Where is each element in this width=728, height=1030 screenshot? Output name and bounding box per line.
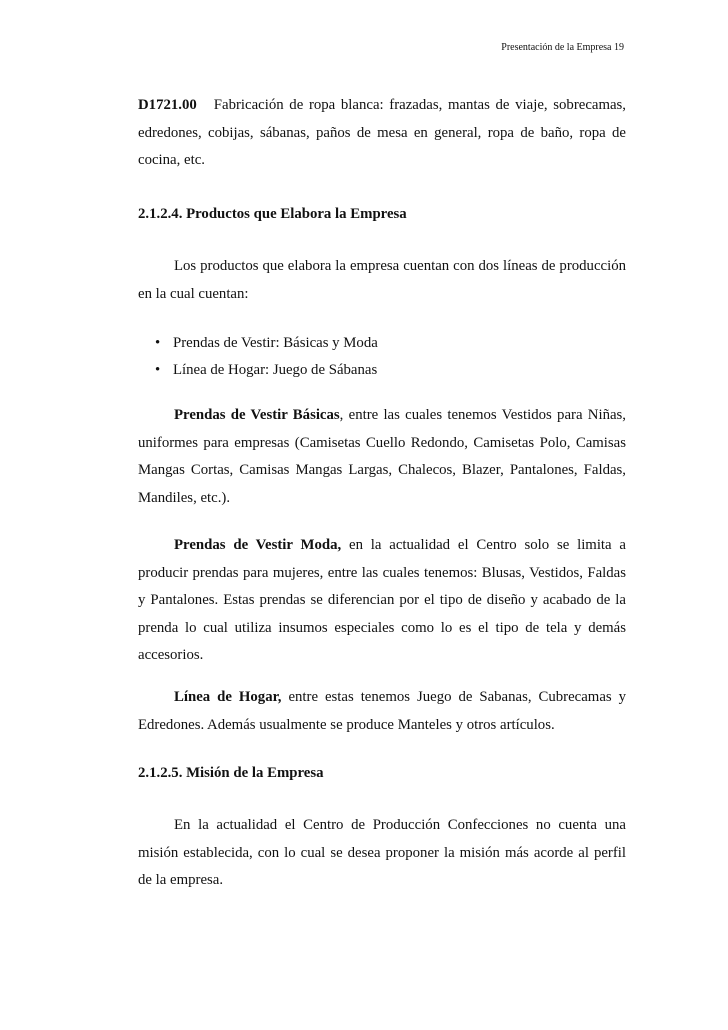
section-heading-mission: 2.1.2.5. Misión de la Empresa [138,765,324,781]
mission-paragraph: En la actualidad el Centro de Producción Confecciones no cuenta una misión establecida, con lo cual se desea proponer la misión más acorde al perfil de la empresa. [138,817,626,888]
running-header: Presentación de la Empresa 19 [501,42,624,53]
home-line-lead: Línea de Hogar, [174,689,282,705]
basic-garments-paragraph: Prendas de Vestir Básicas, entre las cuales tenemos Vestidos para Niñas, uniformes para empresas (Camisetas Cuello Redondo, Camisetas Polo, Camisas Mangas Cortas, Camisas Mangas Largas, Chalecos, Blazer, Pantalones, Faldas, Mandiles, etc.). [138,407,626,506]
list-item: • Línea de Hogar: Juego de Sábanas [155,357,378,384]
list-item: • Prendas de Vestir: Básicas y Moda [155,330,378,357]
intro-paragraph [138,92,626,175]
fashion-garments-lead: Prendas de Vestir Moda, [174,537,342,553]
section-heading-products: 2.1.2.4. Productos que Elabora la Empresa [138,206,407,222]
basic-garments-lead: Prendas de Vestir Básicas [174,407,340,423]
product-lines-list [155,330,378,384]
products-paragraph: Los productos que elabora la empresa cuentan con dos líneas de producción en la cual cuentan: [138,258,626,302]
bullet-icon: • [155,335,161,351]
home-line-paragraph: Línea de Hogar, entre estas tenemos Juego de Sabanas, Cubrecamas y Edredones. Además usualmente se produce Manteles y otros artículos. [138,689,626,733]
intro-text: Fabricación de ropa blanca: frazadas, mantas de viaje, sobrecamas, edredones, cobijas, sábanas, paños de mesa en general, ropa de baño, ropa de cocina, etc. [138,97,626,168]
fashion-garments-paragraph: Prendas de Vestir Moda, en la actualidad el Centro solo se limita a producir prendas para mujeres, entre las cuales tenemos: Blusas, Vestidos, Faldas y Pantalones. Estas prendas se diferencian por el tipo de diseño y acabado de la prenda lo cual utiliza insumos especiales como lo es el tipo de tela y demás accesorios. [138,537,626,663]
classification-code: D1721.00 [138,97,197,113]
bullet-icon: • [155,362,161,378]
